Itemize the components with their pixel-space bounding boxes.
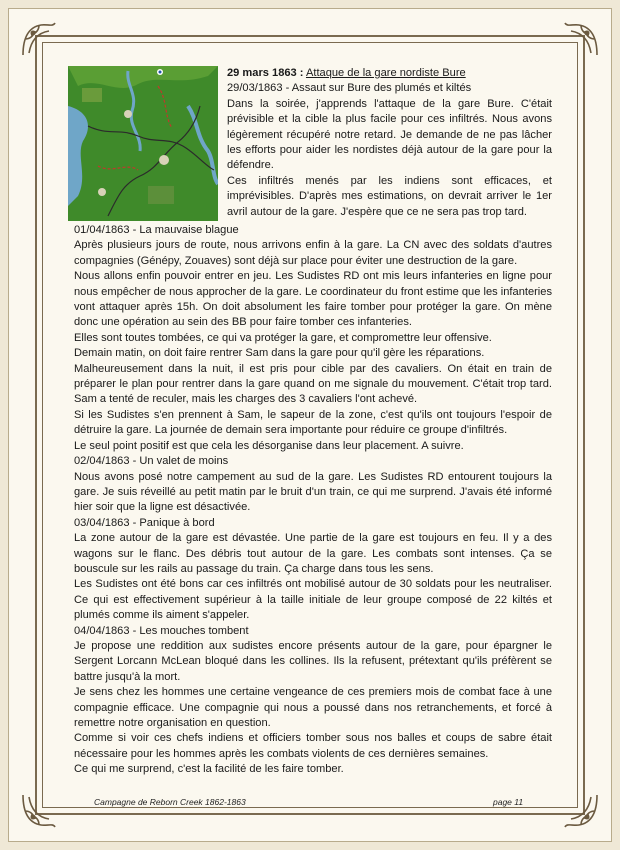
paragraph: Elles sont toutes tombées, ce qui va protéger la gare, et compromettre leur offensive. bbox=[74, 331, 492, 344]
paragraph: Je sens chez les hommes une certaine vengeance de ces premiers mois de combat face à une compagnie efficace. Une compagnie qui nous a poussé dans nos retranchements, et forcé à remettre notre organisation en question. bbox=[74, 686, 552, 729]
paragraph: Ces infiltrés menés par les indiens sont efficaces, et imprévisibles. D'après mes estimations, on devrait arriver le 1er avril autour de la gare. J'espère que ce ne sera pas trop tard. bbox=[227, 174, 552, 218]
paragraph: Comme si voir ces chefs indiens et officiers tomber sous nos balles et coups de sabre était nécessaire pour les hommes après les combats violents de ces dernières semaines. bbox=[74, 732, 552, 760]
paragraph: Nous allons enfin pouvoir entrer en jeu. Les Sudistes RD ont mis leurs infanteries en ligne pour nous empêcher de nous approcher de la gare. Le coordinateur du front estime que les infanteries vont attaquer après 15h. On doit absolument les faire tomber pour protéger la gare. On mène donc une opération au sein des BB pour faire tomber ces infanteries. bbox=[74, 270, 552, 329]
paragraph: 03/04/1863 - Panique à bord bbox=[74, 516, 215, 529]
paragraph: 01/04/1863 - La mauvaise blague bbox=[74, 224, 239, 236]
footer-page-number: page 11 bbox=[493, 797, 524, 807]
paragraph: Je propose une reddition aux sudistes encore présents autour de la gare, pour épargner le Sergent Lorcann McLean bloqué dans les collines. Ils la refusent, prétextant qu'ils préfèrent se battre jusqu'à la mort. bbox=[74, 639, 552, 683]
corner-flourish-icon bbox=[19, 19, 59, 59]
entry-date: 29 mars 1863 : bbox=[227, 67, 304, 79]
paragraph: Dans la soirée, j'apprends l'attaque de la gare Bure. C'était prévisible et la cible la plus facile pour ces infiltrés. Nous avons légèrement récupéré notre retard. Je demande de ne pas lâcher les efforts pour aider les nordistes déjà autour de la gare pour la défendre. bbox=[227, 97, 552, 172]
corner-flourish-icon bbox=[561, 19, 601, 59]
paragraph: 29/03/1863 - Assaut sur Bure des plumés et kiltés bbox=[227, 82, 472, 95]
entry-title-link[interactable]: Attaque de la gare nordiste Bure bbox=[305, 67, 466, 79]
paragraph: Après plusieurs jours de route, nous arrivons enfin à la gare. La CN avec des soldats d'autres compagnies (Génépy, Zouaves) sont déjà sur place pour éviter une destruction de la gare. bbox=[74, 239, 552, 267]
journal-body bbox=[74, 66, 552, 778]
battle-map-image bbox=[68, 66, 218, 221]
paragraph: 02/04/1863 - Un valet de moins bbox=[74, 455, 229, 468]
footer-campaign-title: Campagne de Reborn Creek 1862-1863 bbox=[94, 797, 246, 807]
paragraph: Nous avons posé notre campement au sud de la gare. Les Sudistes RD entourent toujours la gare. Je suis réveillé au petit matin par le bruit d'un train, ce qui me surprend. J'avais été informé hier soir que la ligne est désactivée. bbox=[74, 470, 552, 514]
paragraph: Les Sudistes ont été bons car ces infiltrés ont mobilisé autour de 30 soldats pour les neutraliser. Ce qui est effectivement supérieur à la taille initiale de leur groupe composé de 22 kiltés et plumés comme ils aiment s'appeler. bbox=[74, 578, 552, 622]
paragraph: Si les Sudistes s'en prennent à Sam, le sapeur de la zone, c'est qu'ils ont toujours l'espoir de détruire la gare. La journée de demain sera importante pour réduire ce groupe d'infiltrés. bbox=[74, 408, 552, 437]
paragraph: La zone autour de la gare est dévastée. Une partie de la gare est toujours en feu. Il y a des wagons sur le flanc. Des débris tout autour de la gare. Les combats sont intenses. Ça se bouscule sur les rails au passage du train. Ça charge dans tous les sens. bbox=[74, 532, 552, 575]
paragraph: Le seul point positif est que cela les désorganise dans leur placement. A suivre. bbox=[74, 439, 464, 452]
corner-flourish-icon bbox=[19, 791, 59, 831]
paragraph: Demain matin, on doit faire rentrer Sam dans la gare pour qu'il gère les réparations. bbox=[74, 347, 485, 360]
paragraph: Malheureusement dans la nuit, il est pris pour cible par des cavaliers. On était en train de préparer le plan pour rentrer dans la gare quand on me signale du mouvement. C'était trop tard. Sam a tenté de reculer, mais les charges des 3 cavaliers l'ont achevé. bbox=[74, 362, 552, 406]
paragraph: Ce qui me surprend, c'est la facilité de les faire tomber. bbox=[74, 763, 344, 776]
paragraph: 04/04/1863 - Les mouches tombent bbox=[74, 624, 249, 637]
corner-flourish-icon bbox=[561, 791, 601, 831]
